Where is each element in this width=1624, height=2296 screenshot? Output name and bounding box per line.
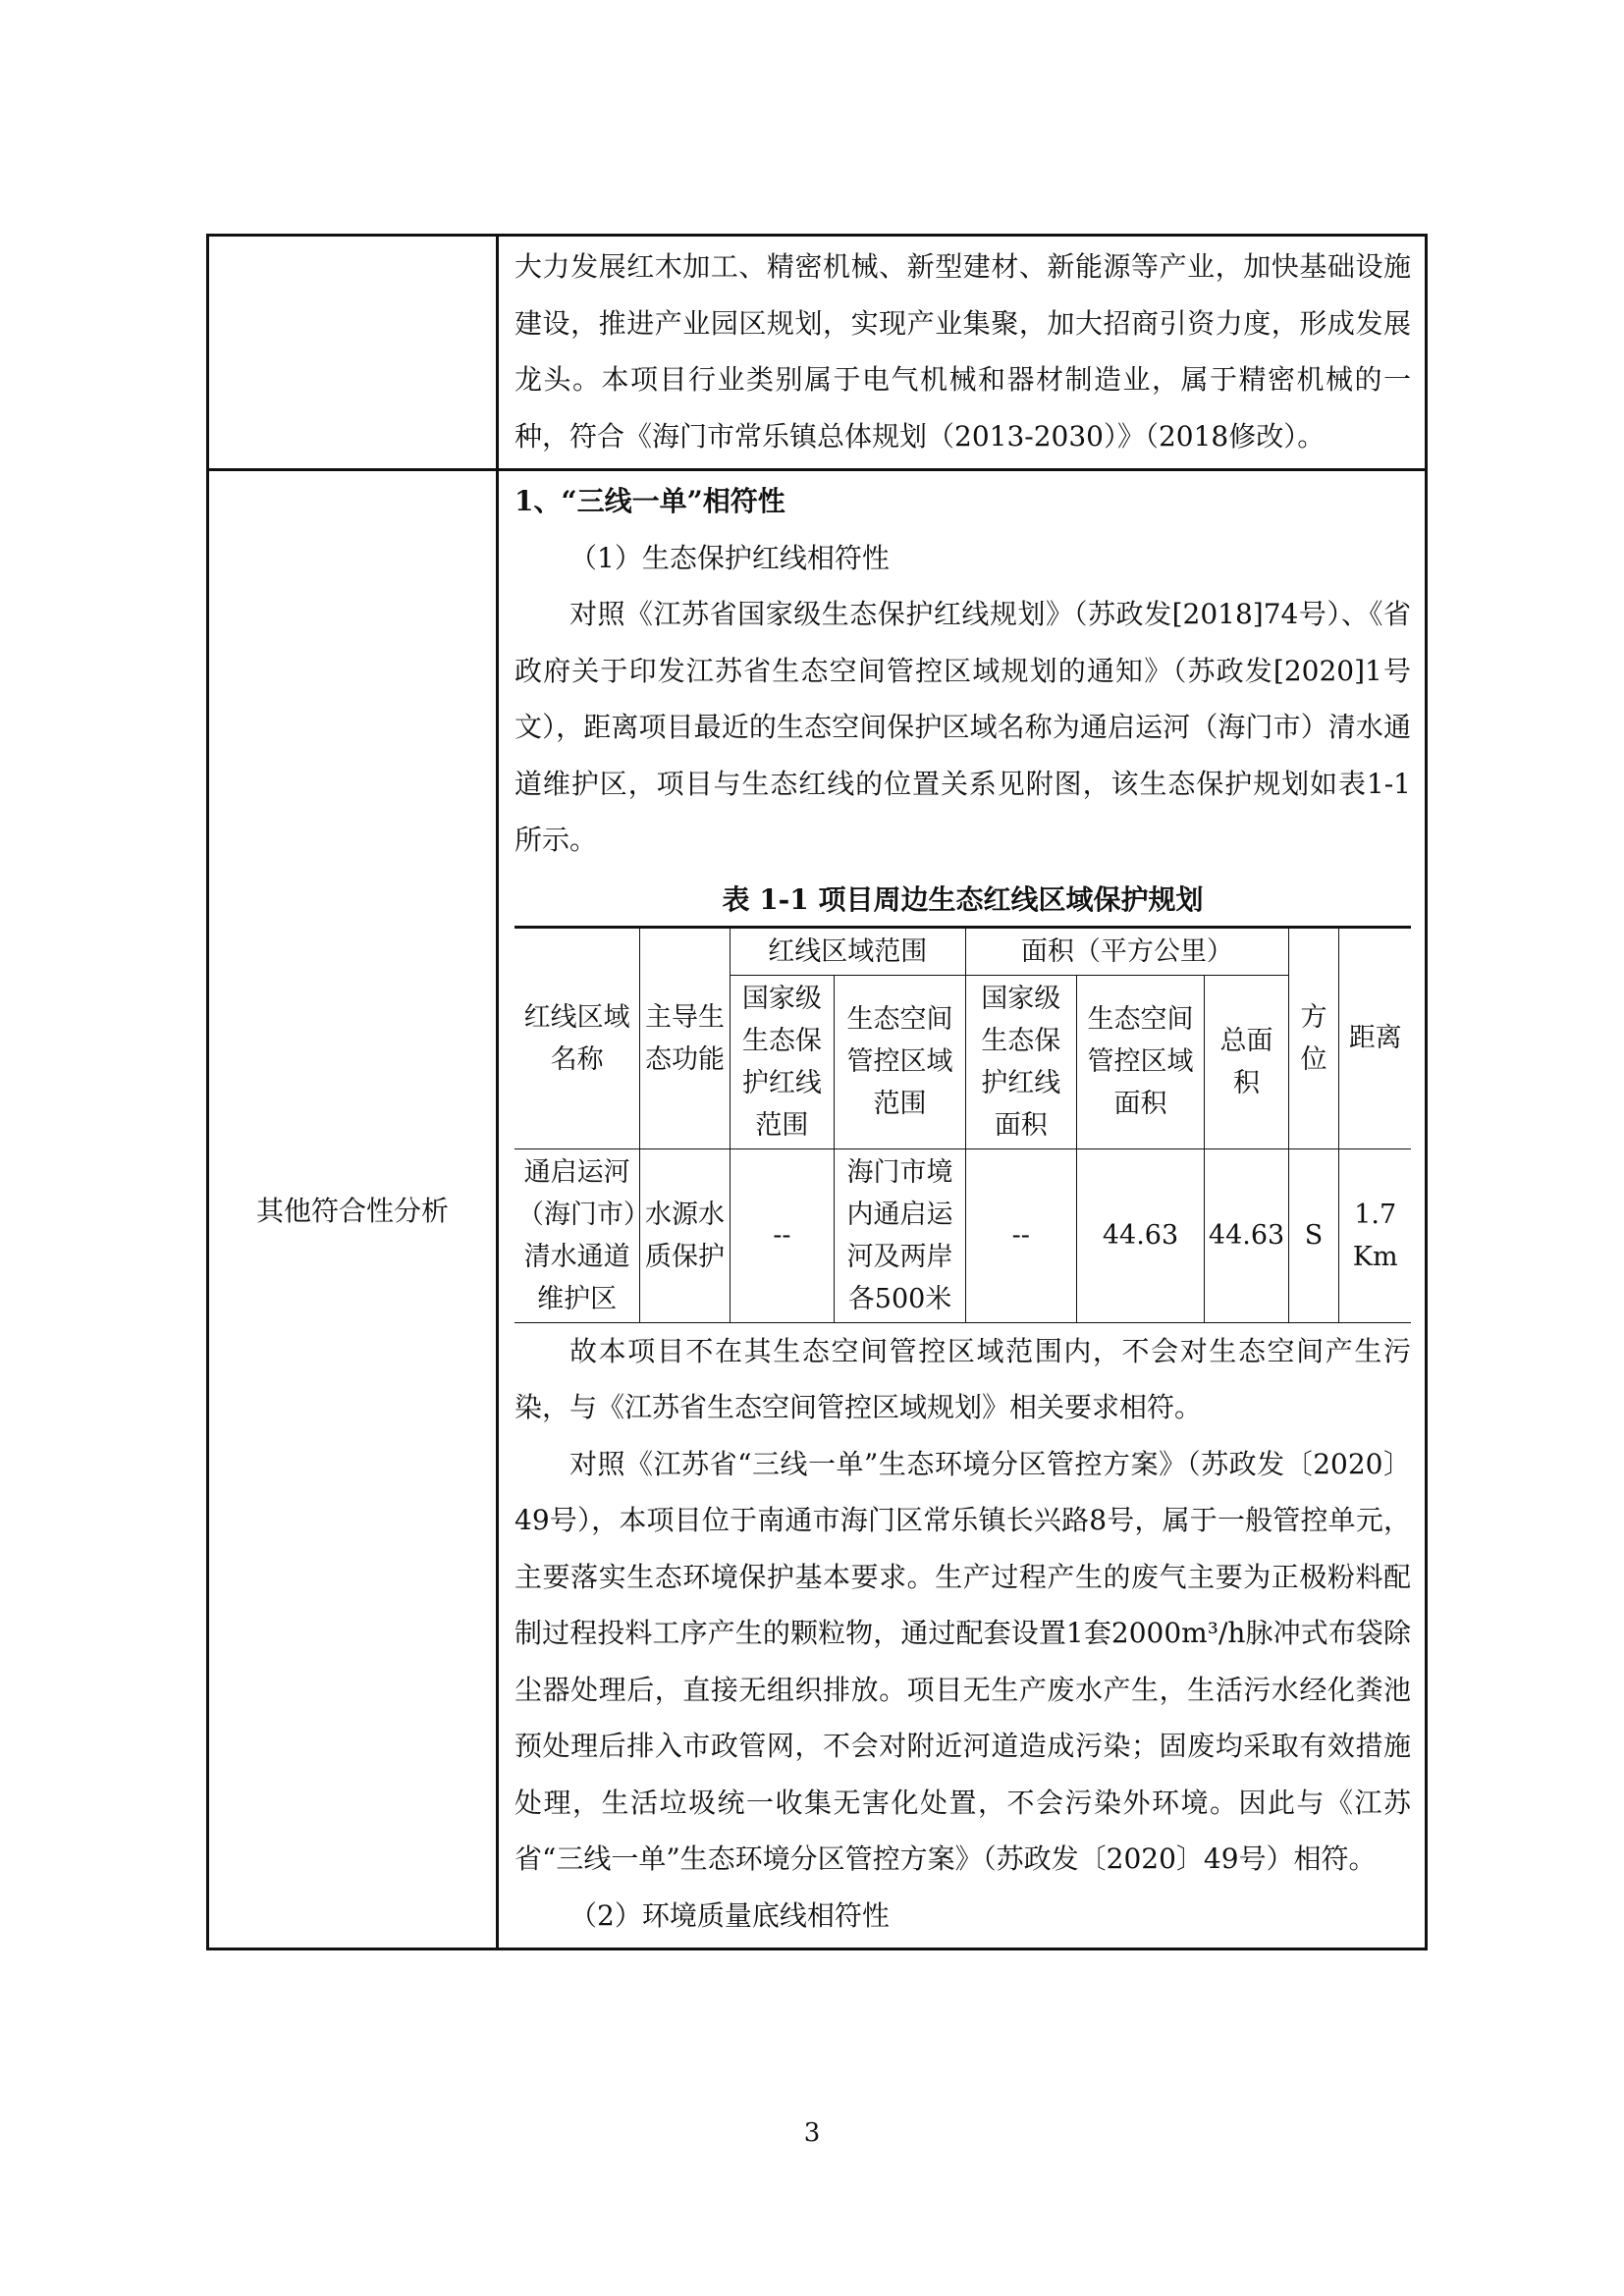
header-range-control: 生态空间管控区域范围 [835, 975, 966, 1148]
header-area-total: 总面积 [1205, 975, 1288, 1148]
other-compliance-row [208, 470, 1427, 1949]
table-row [514, 1148, 1411, 1322]
header-name: 红线区域名称 [514, 927, 640, 1148]
cell-direction: S [1288, 1148, 1339, 1322]
cell-range-control: 海门市境内通启运河及两岸各500米 [835, 1148, 966, 1322]
cell-name: 通启运河（海门市）清水通道维护区 [514, 1148, 640, 1322]
header-area: 面积（平方公里） [965, 927, 1288, 975]
continuation-row [208, 236, 1427, 470]
header-function: 主导生态功能 [640, 927, 730, 1148]
redline-table [514, 926, 1411, 1323]
section-heading: 1、“三线一单”相符性 [514, 485, 785, 517]
continuation-paragraph: 大力发展红木加工、精密机械、新型建材、新能源等产业，加快基础设施建设，推进产业园区规划，实现产业集聚，加大招商引资力度，形成发展龙头。本项目行业类别属于电气机械和器材制造业，属于精密机械的一种，符合《海门市常乐镇总体规划（2013-2030）》（2018修改）。 [514, 250, 1411, 453]
header-direction: 方位 [1288, 927, 1339, 1148]
subheading-environmental-quality: （2）环境质量底线相符性 [569, 1898, 890, 1932]
header-area-control: 生态空间管控区域面积 [1076, 975, 1205, 1148]
header-range-national: 国家级生态保护红线范围 [730, 975, 835, 1148]
table-caption: 表 1-1 项目周边生态红线区域保护规划 [722, 882, 1204, 916]
row-label: 其他符合性分析 [208, 470, 498, 1949]
paragraph-conclusion-space: 故本项目不在其生态空间管控区域范围内，不会对生态空间产生污染，与《江苏省生态空间管控区域规划》相关要求相符。 [514, 1334, 1411, 1423]
continuation-label-cell [208, 236, 498, 470]
header-range: 红线区域范围 [730, 927, 965, 975]
header-area-national: 国家级生态保护红线面积 [965, 975, 1076, 1148]
cell-range-national: -- [730, 1148, 835, 1322]
paragraph-three-lines-one-list: 对照《江苏省“三线一单”生态环境分区管控方案》（苏政发〔2020〕49号），本项目位于南通市海门区常乐镇长兴路8号，属于一般管控单元，主要落实生态环境保护基本要求。生产过程产生的废气主要为正极粉料配制过程投料工序产生的颗粒物，通过配套设置1套2000m³/h脉冲式布袋除尘器处理后，直接无组织排放。项目无生产废水产生，生活污水经化粪池预处理后排入市政管网，不会对附近河道造成污染；固废均采取有效措施处理，生活垃圾统一收集无害化处置，不会污染外环境。因此与《江苏省“三线一单”生态环境分区管控方案》（苏政发〔2020〕49号）相符。 [514, 1447, 1411, 1875]
section-content [498, 470, 1427, 1949]
cell-area-control: 44.63 [1076, 1148, 1205, 1322]
header-distance: 距离 [1339, 927, 1411, 1148]
cell-area-total: 44.63 [1205, 1148, 1288, 1322]
cell-area-national: -- [965, 1148, 1076, 1322]
continuation-content-cell [498, 236, 1427, 470]
subheading-ecological-redline: （1）生态保护红线相符性 [569, 541, 890, 574]
cell-distance: 1.7 Km [1339, 1148, 1411, 1322]
table-header-row [514, 927, 1411, 975]
paragraph-redline-reference: 对照《江苏省国家级生态保护红线规划》（苏政发[2018]74号）、《省政府关于印发江苏省生态空间管控区域规划的通知》（苏政发[2020]1号文），距离项目最近的生态空间保护区域名称为通启运河（海门市）清水通道维护区，项目与生态红线的位置关系见附图，该生态保护规划如表1-1所示。 [514, 598, 1411, 856]
content-table [206, 234, 1428, 1950]
page-number: 3 [803, 2118, 821, 2148]
cell-function: 水源水质保护 [640, 1148, 730, 1322]
